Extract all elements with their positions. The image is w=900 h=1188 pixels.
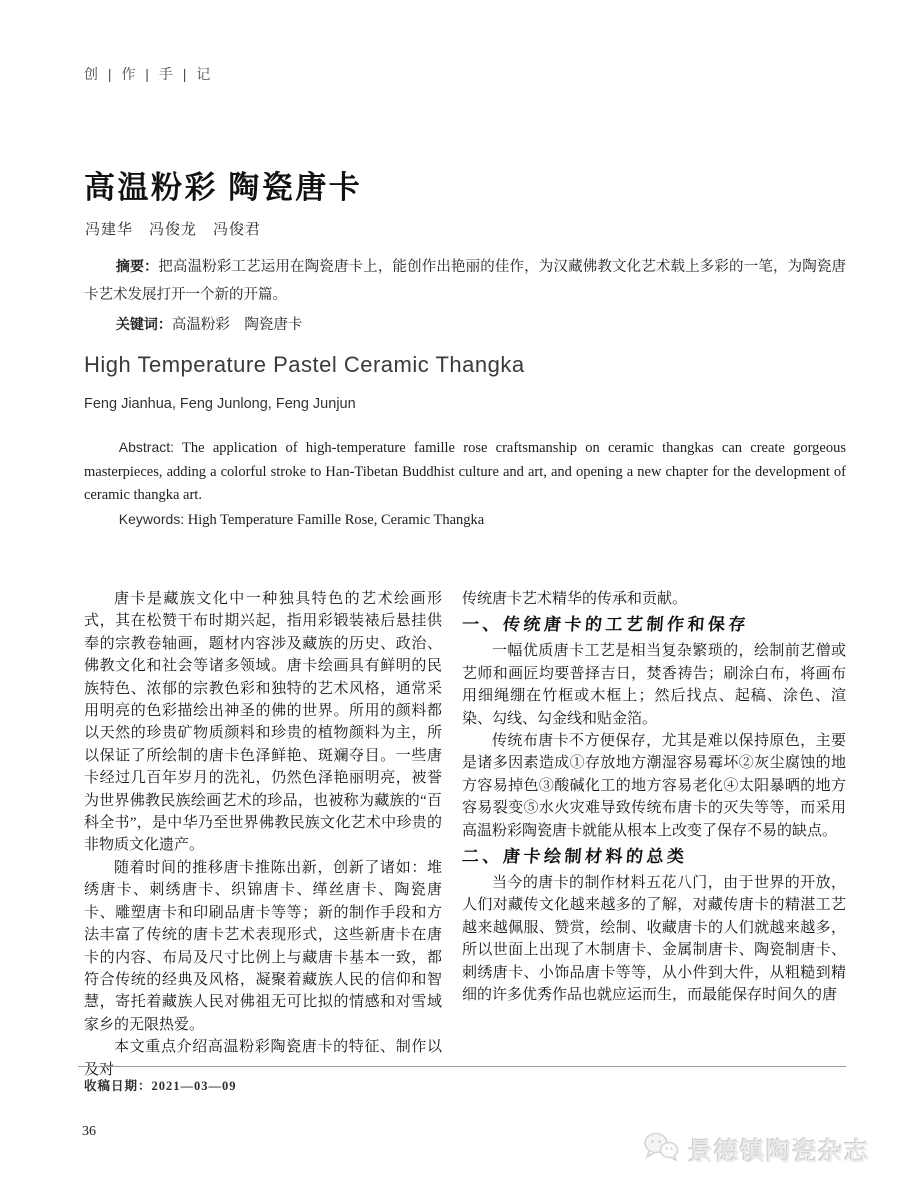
article-title-cn: 高温粉彩 陶瓷唐卡 [84,170,363,205]
keywords-text-en: High Temperature Famille Rose, Ceramic Thangka [187,511,485,528]
abstract-paragraph-en [84,436,846,508]
section-heading-1: 一、传统唐卡的工艺制作和保存 [461,615,750,635]
watermark-text: 景德镇陶瓷杂志 [687,1137,870,1166]
authors-cn: 冯建华 冯俊龙 冯俊君 [85,222,262,238]
body-column-right [462,588,846,1007]
keywords-paragraph-cn [84,310,846,339]
body-paragraph: 传统布唐卡不方便保存，尤其是难以保持原色，主要是诸多因素造成①存放地方潮湿容易霉坏②灰尘腐蚀的地方容易掉色③酸碱化工的地方容易老化④太阳暴晒的地方容易裂变⑤水火灾难导致传统布唐卡的灭失等等，而采用高温粉彩陶瓷唐卡就能从根本上改变了保存不易的缺点。 [462,733,846,839]
abstract-label-en: Abstract: [118,439,175,455]
body-paragraph: 随着时间的推移唐卡推陈出新，创新了诸如：堆绣唐卡、刺绣唐卡、织锦唐卡、缂丝唐卡、陶瓷唐卡、雕塑唐卡和印刷品唐卡等等；新的制作手段和方法丰富了传统的唐卡艺术表现形式，这些新唐卡在唐卡的内容、布局及尺寸比例上与藏唐卡基本一致，都符合传统的经典及风格，凝聚着藏族人民的信仰和智慧，寄托着藏族人民对佛祖无可比拟的情感和对雪域家乡的无限热爱。 [84,859,442,1033]
abstract-text-en: The application of high-temperature famille rose craftsmanship on ceramic thangkas can create gorgeous masterpieces, adding a colorful stroke to Han-Tibetan Buddhist culture and art, and opening a new chapter for the development of ceramic thangka art. [84,440,847,503]
body-column-left [84,588,442,1081]
wechat-icon [642,1131,680,1168]
journal-watermark [642,1131,870,1168]
body-paragraph: 一幅优质唐卡工艺是相当复杂繁琐的，绘制前艺僧或艺师和画匠均要普择吉日，焚香祷告；刷涂白布，将画布用细绳绷在竹框或木框上；然后找点、起稿、涂色、渲染、勾线、勾金线和贴金箔。 [462,643,846,727]
footer-divider [78,1066,846,1067]
body-paragraph-continuation: 传统唐卡艺术精华的传承和贡献。 [462,591,688,607]
received-date-note: 收稿日期：2021—03—09 [84,1079,237,1093]
page-number: 36 [82,1124,96,1139]
abstract-label-cn: 摘要： [115,258,159,274]
keywords-label-en: Keywords: [118,510,185,527]
abstract-block-cn [84,252,846,339]
abstract-block-en [84,436,846,532]
abstract-paragraph-cn [84,252,846,309]
article-title-en: High Temperature Pastel Ceramic Thangka [84,352,525,377]
abstract-text-cn: 把高温粉彩工艺运用在陶瓷唐卡上，能创作出艳丽的佳作，为汉藏佛教文化艺术载上多彩的一笔，为陶瓷唐卡艺术发展打开一个新的开篇。 [84,259,846,303]
body-paragraph: 唐卡是藏族文化中一种独具特色的艺术绘画形式，其在松赞干布时期兴起，指用彩锻装裱后悬挂供奉的宗教卷轴画，题材内容涉及藏族的历史、政治、佛教文化和社会等诸多领域。唐卡绘画具有鲜明的民族特色、浓郁的宗教色彩和独特的艺术风格，通常采用明亮的色彩描绘出神圣的佛的世界。所用的颜料都以天然的珍贵矿物质颜料和珍贵的植物颜料为主，所以保证了所绘制的唐卡色泽鲜艳、斑斓夺目。一些唐卡经过几百年岁月的洗礼，仍然色泽艳丽明亮，被誉为世界佛教民族绘画艺术的珍品，也被称为藏族的“百科全书”，是中华乃至世界佛教民族文化艺术中珍贵的非物质文化遗产。 [84,591,442,854]
column-category-header: 创 | 作 | 手 | 记 [84,66,214,82]
authors-en: Feng Jianhua, Feng Junlong, Feng Junjun [84,396,356,412]
body-paragraph: 当今的唐卡的制作材料五花八门，由于世界的开放，人们对藏传文化越来越多的了解，对藏传唐卡的精湛工艺越来越佩服、赞赏，绘制、收藏唐卡的人们就越来越多，所以世面上出现了木制唐卡、金属制唐卡、陶瓷制唐卡、刺绣唐卡、小饰品唐卡等等，从小件到大件，从粗糙到精细的许多优秀作品也就应运而生，而最能保存时间久的唐 [462,875,846,1004]
keywords-text-cn: 高温粉彩 陶瓷唐卡 [171,317,303,333]
body-paragraph: 本文重点介绍高温粉彩陶瓷唐卡的特征、制作以及对 [84,1039,442,1078]
keywords-label-cn: 关键词： [115,316,172,332]
keywords-paragraph-en [84,508,846,533]
section-heading-2: 二、唐卡绘制材料的总类 [461,847,689,867]
